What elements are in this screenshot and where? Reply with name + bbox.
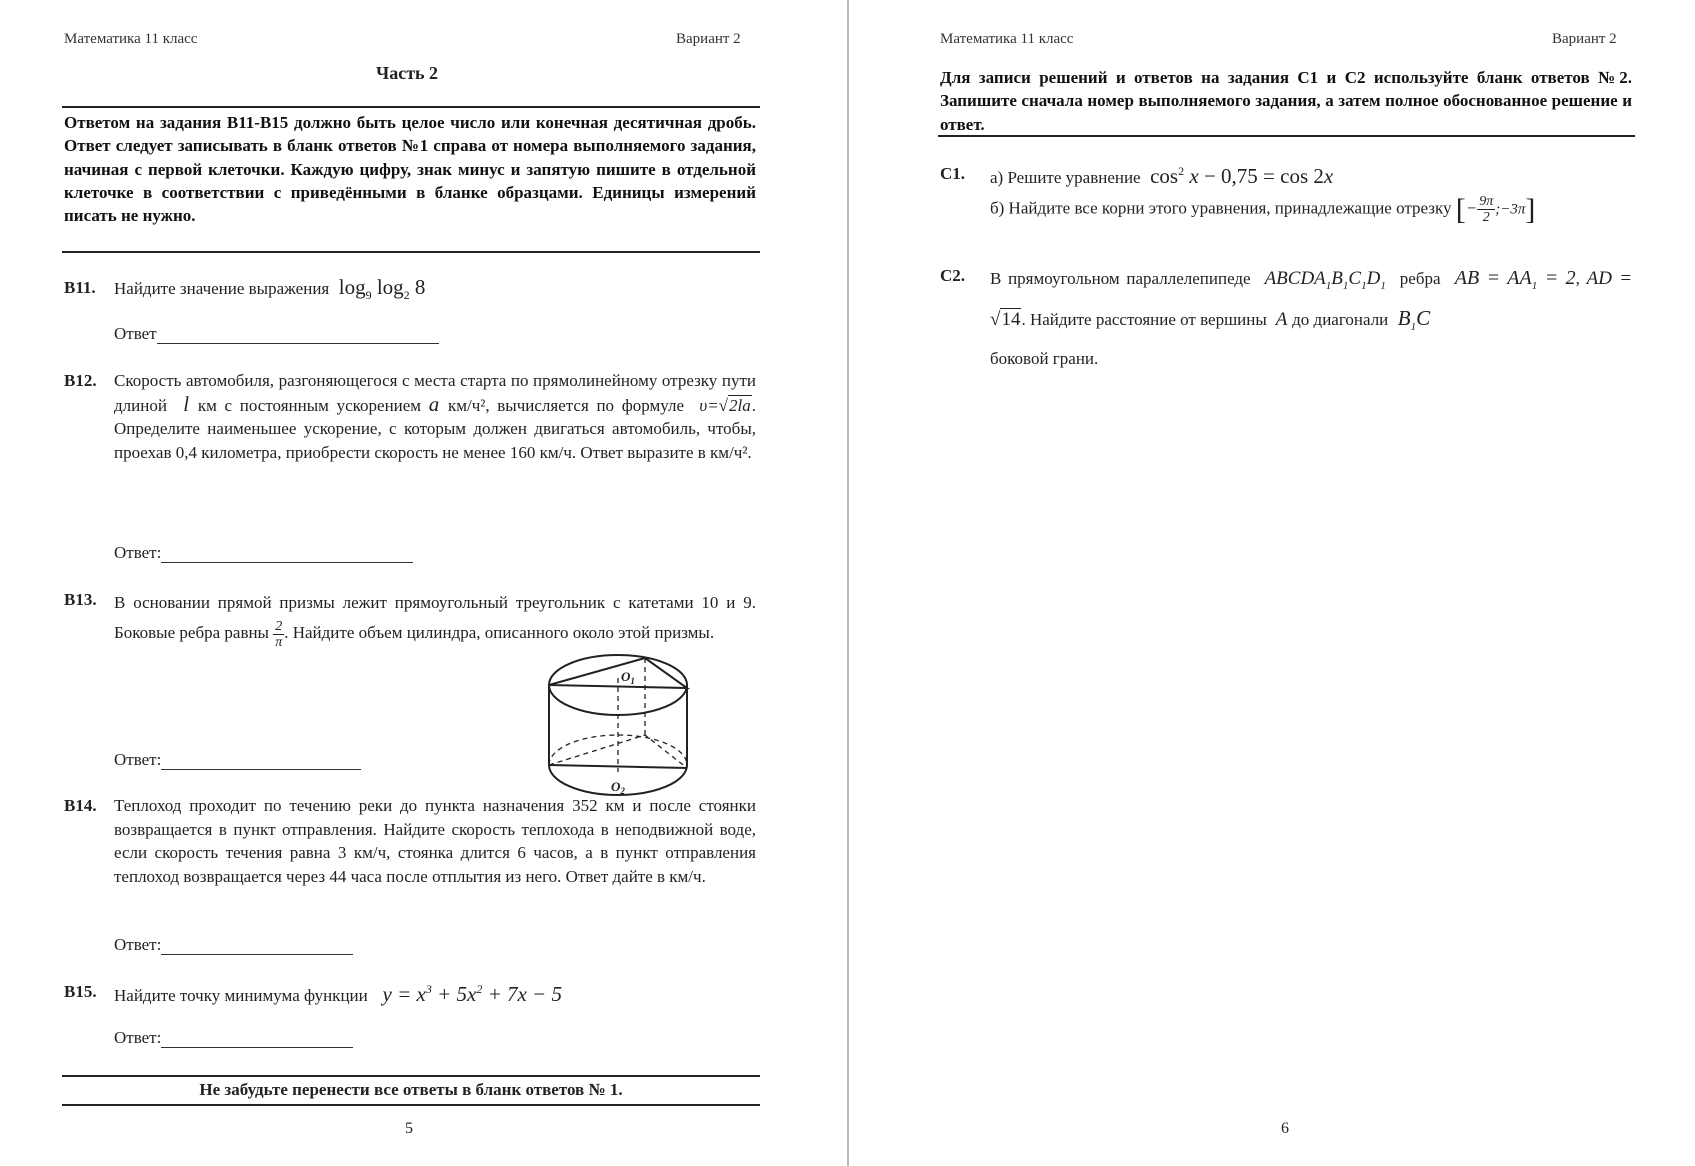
instructions-top-rule: [62, 106, 760, 108]
task-c2-text-4: до диагонали: [1292, 310, 1389, 329]
c1-equation: $\cos^2 x - 0,75 = \cos 2x$: [1144, 164, 1334, 188]
b14-answer: [114, 935, 353, 955]
b11-answer: [114, 324, 439, 344]
b12-answer-label: Ответ:: [114, 543, 162, 562]
reminder-bottom-rule: [62, 1104, 760, 1106]
vertex-a: A: [1271, 309, 1293, 330]
task-c1-b-text: б) Найдите все корни этого уравнения, принадлежащие отрезку: [990, 198, 1452, 218]
instructions-bottom-rule: [62, 251, 760, 253]
task-b13-text-2: . Найдите объем цилиндра, описанного около этой призмы.: [284, 623, 715, 642]
var-a: a: [428, 391, 448, 416]
b15-answer: [114, 1028, 353, 1048]
parallelepiped-name: $ABCDA_1B_1C_1D_1$: [1257, 268, 1386, 292]
b14-answer-label: Ответ:: [114, 935, 162, 954]
right-instructions: Для записи решений и ответов на задания С1 и С2 используйте бланк ответов №2. Запишите сначала номер выполняемого задания, а затем полное обоснованное решение и ответ.: [940, 68, 1632, 134]
b15-answer-field[interactable]: [161, 1029, 353, 1048]
b11-answer-field[interactable]: [157, 325, 439, 344]
label-o1: $O_1$: [621, 669, 635, 686]
interval-end: ;−3π: [1495, 201, 1526, 218]
b13-answer: [114, 750, 361, 770]
left-instructions: Ответом на задания В11-В15 должно быть целое число или конечная десятичная дробь. Ответ следует записывать в бланк ответов №1 справа от номера выполняемого задания, начиная с первой клеточки. Каждую цифру, знак минус и запятую пишите в отдельной клеточке в соответствии с приведёнными в бланке образцами. Единицы измерений писать не нужно.: [64, 113, 756, 226]
function-formula: $y = x^3 + 5x^2 + 7x - 5$: [372, 982, 562, 1006]
task-b12-text-1: Скорость автомобиля, разгоняющегося с места старта по прямолинейному отрезку пути длиной: [114, 371, 756, 415]
task-b12-text-3: км/ч², вычисляется по формуле: [447, 395, 685, 415]
left-page-number: 5: [405, 1120, 413, 1137]
task-b11-text: Найдите значение выражения: [114, 279, 330, 298]
reminder: Не забудьте перенести все ответы в бланк ответов № 1.: [199, 1080, 623, 1099]
task-b12: [114, 369, 756, 464]
task-b11: [114, 276, 425, 308]
right-page-number: 6: [1281, 1120, 1289, 1137]
formula-velocity: υ=√2la: [691, 395, 751, 415]
b14-answer-field[interactable]: [161, 936, 353, 955]
task-b14-label: B14.: [64, 796, 97, 815]
part-title: Часть 2: [376, 63, 439, 83]
task-c1-b: [990, 194, 1535, 225]
task-c2-text-1: В прямоугольном параллелепипеде: [990, 269, 1251, 288]
task-c2-text-2: ребра: [1399, 269, 1441, 288]
interval-minus: −: [1465, 198, 1478, 218]
task-c1-a: [990, 160, 1333, 190]
ad-equation: AD = √14: [990, 268, 1633, 330]
task-b13-label: B13.: [64, 590, 97, 609]
right-header-subject: Математика 11 класс: [940, 31, 1074, 47]
task-c2-text-3: . Найдите расстояние от вершины: [1021, 310, 1267, 329]
task-b15: [114, 978, 562, 1008]
task-b14-text: Теплоход проходит по течению реки до пункта назначения 352 км и после стоянки возвращается в пункт отправления. Найдите скорость теплохода в неподвижной воде, если скорость течения равна 3 км/ч, стоянка длится 6 часов, а в пункт отправления теплоход возвращается через 44 часа после отплытия из него. Ответ дайте в км/ч.: [114, 796, 756, 886]
fraction-9pi-over-2: $\frac{9\pi}{2}$: [1479, 194, 1494, 225]
task-c1-label: C1.: [940, 164, 966, 183]
task-b15-label: B15.: [64, 982, 97, 1001]
b13-answer-field[interactable]: [161, 751, 361, 770]
left-header-variant: Вариант 2: [676, 31, 741, 47]
b11-answer-label: Ответ: [114, 324, 157, 343]
task-c2-text-5: боковой грани.: [990, 349, 1099, 369]
task-c2: В прямоугольном параллелепипеде $ABCDA_1B_1C_1D_1$ ребра AB = $AA_1 = 2$, AD = √14. Найдите расстояние от вершины A до диагонали $B_1C$ боковой грани.: [990, 267, 1633, 369]
b12-answer-field[interactable]: [161, 544, 413, 563]
var-l: l: [174, 391, 198, 416]
cylinder-prism-figure: [545, 650, 695, 800]
left-header-subject: Математика 11 класс: [64, 31, 198, 47]
page-divider: [847, 0, 849, 1166]
task-b13: [114, 588, 756, 650]
right-instructions-rule: [938, 135, 1635, 137]
bottom-triangle-front-edge: [549, 765, 687, 768]
task-b11-formula: $\log_9 \log_2 8$: [333, 275, 426, 303]
b15-answer-label: Ответ:: [114, 1028, 162, 1047]
fraction-2-over-pi: $\frac{2}{\pi}$: [275, 618, 283, 650]
right-header-variant: Вариант 2: [1552, 31, 1617, 47]
task-b13-text-1: В основании прямой призмы лежит прямоугольный треугольник с катетами 10 и 9. Боковые ребра равны: [114, 593, 756, 642]
b12-answer: [114, 543, 413, 563]
edges-equation: AB = $AA_1 = 2$: [1447, 267, 1576, 292]
task-b15-text: Найдите точку минимума функции: [114, 986, 368, 1005]
diagonal-b1c: $B_1C$: [1392, 306, 1431, 334]
task-c1-a-text: а) Решите уравнение: [990, 168, 1141, 187]
task-b12-text-4: . Определите наименьшее ускорение, с которым должен двигаться автомобиль, чтобы, проехав 0,4 километра, приобрести скорость не менее 160 км/ч. Ответ выразите в км/ч².: [114, 395, 756, 462]
interval-bracket-open: [: [1455, 192, 1466, 226]
reminder-top-rule: [62, 1075, 760, 1077]
b13-answer-label: Ответ:: [114, 750, 162, 769]
task-b11-label: B11.: [64, 278, 96, 297]
task-b12-text-2: км с постоянным ускорением: [197, 395, 422, 415]
task-b12-label: B12.: [64, 371, 97, 390]
task-c2-label: C2.: [940, 266, 966, 285]
interval-bracket-close: ]: [1525, 192, 1536, 226]
label-o2: $O_2$: [611, 779, 625, 796]
